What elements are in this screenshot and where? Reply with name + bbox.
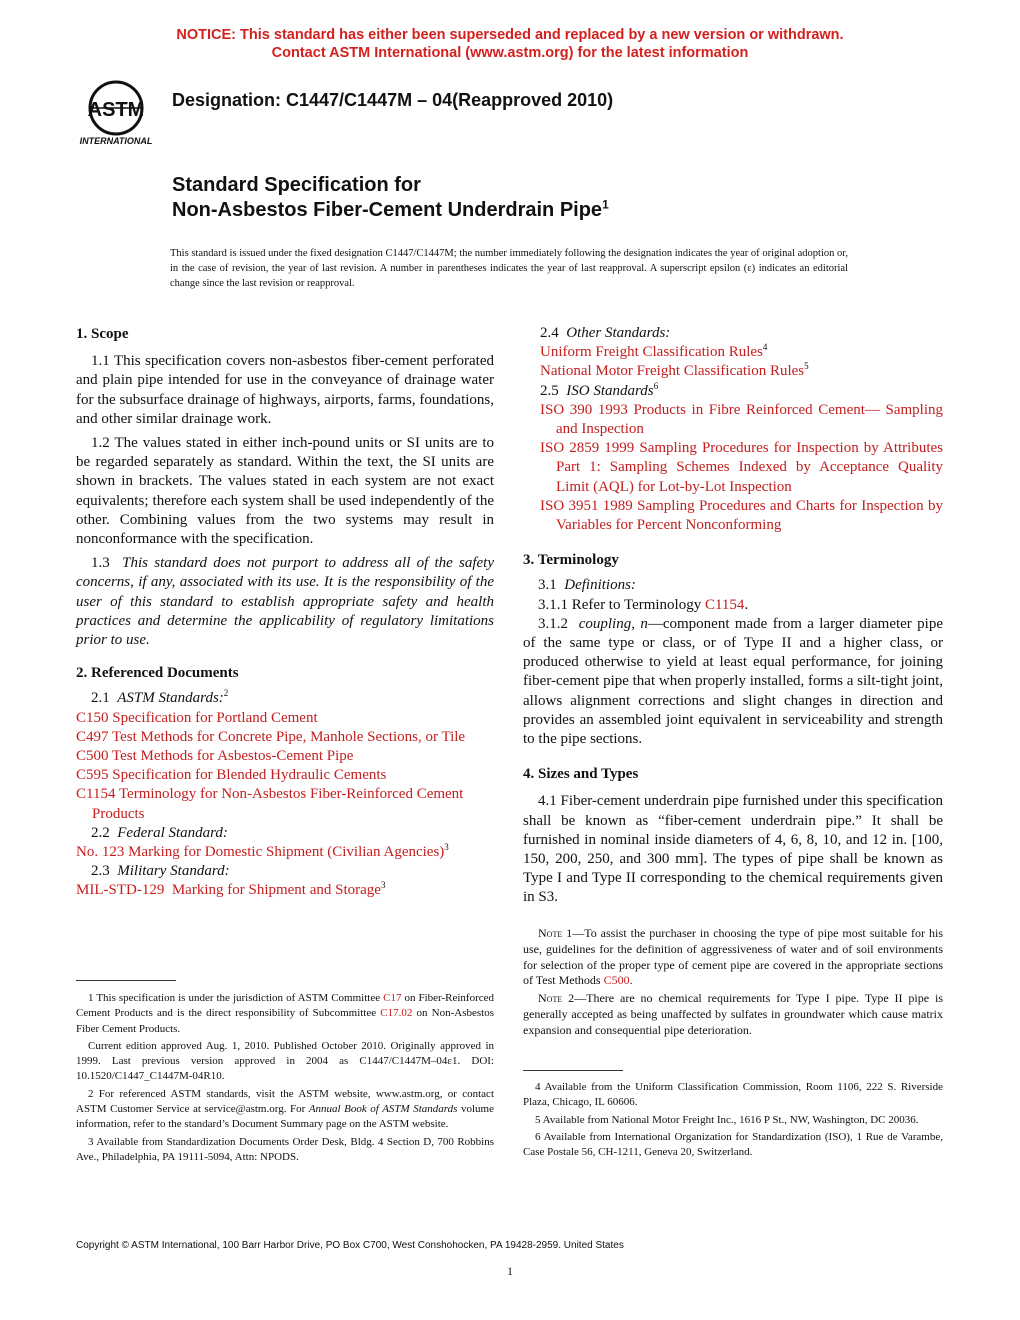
ref-c595[interactable]: C595 Specification for Blended Hydraulic Cements xyxy=(76,767,387,784)
para-2-3: 2.3 Military Standard: xyxy=(91,863,230,880)
title-text: Non-Asbestos Fiber-Cement Underdrain Pipe xyxy=(172,199,603,221)
footnote-rule-right xyxy=(523,1070,623,1071)
link-c500[interactable]: C500 xyxy=(603,973,630,988)
note-1: Note 1—To assist the purchaser in choosing the type of pipe most suitable for his use, guidelines for the definition of aggressiveness of water and of soil environments for selection of the proper type of cement pipe are covered in the appropriate sections of Test Methods C500. xyxy=(523,926,943,988)
logo-subtext: INTERNATIONAL xyxy=(79,136,153,146)
para-2-5: 2.5 ISO Standards$^6$ xyxy=(540,380,659,399)
astm-logo-icon xyxy=(70,78,162,148)
para-1-2: 1.2 The values stated in either inch-pound units or SI units are to be regarded separately as standard. Within the text, the SI units are shown in brackets. The values stated in each system are not exact equivalents; therefore each system shall be used independently of the other. Combining values from the two systems may result in nonconformance with the specification. xyxy=(76,435,494,548)
para-3-1-1: 3.1.1 Refer to Terminology C1154. xyxy=(538,596,749,613)
right-column xyxy=(523,324,943,908)
footnote-2: 2 For referenced ASTM standards, visit the ASTM website, www.astm.org, or contact ASTM Customer Service at service@astm.org. For Annual Book of ASTM Standards volume information, refer to the standard’s Document Summary page on the ASTM website. xyxy=(76,1087,494,1131)
para-2-1: 2.1 ASTM Standards:$^2$ xyxy=(91,688,229,707)
footnote-rule-left xyxy=(76,980,176,981)
title-footnote-mark: 1 xyxy=(602,197,609,212)
page-number: 1 xyxy=(507,1264,513,1278)
logo-letters: ASTM xyxy=(87,99,145,121)
note-2: Note 2—There are no chemical requirements for Type I pipe. Type II pipe is generally accepted as being unaffected by sulfates in groundwater which cause matrix expansion and consequential pipe deterioration. xyxy=(523,991,943,1037)
ref-national-motor-freight[interactable]: National Motor Freight Classification Rules$^5$ xyxy=(540,361,809,380)
para-2-4: 2.4 Other Standards: xyxy=(540,325,671,341)
footnote-1: 1 This specification is under the jurisdiction of ASTM Committee C17 on Fiber-Reinforced Cement Products and is the direct responsibility of Subcommittee C17.02 on Non-Asbestos Fiber Cement Products. xyxy=(76,992,495,1035)
para-1-1: 1.1 This specification covers non-asbestos fiber-cement perforated and plain pipe intended for use in the conveyance of drainage water for the subsurface drainage of highways, airports, farms, foundations, and other similar drainage work. xyxy=(76,353,494,427)
para-3-1-2: 3.1.2 coupling, n—component made from a larger diameter pipe of the same type or class, or of Type II and a higher class, or produced otherwise to yield at least equal performance, for joining fiber-cement pipe that when properly installed, forms a silt-tight joint, allows alignment corrections and slight changes in direction and provides an assembled joint equivalent in serviceability and strength to the pipe sections. xyxy=(523,615,944,748)
designation: Designation: C1447/C1447M – 04(Reapproved 2010) xyxy=(172,90,614,110)
ref-c500[interactable]: C500 Test Methods for Asbestos-Cement Pipe xyxy=(76,748,354,765)
footnote-4: 4 Available from the Uniform Classification Commission, Room 1106, 222 S. Riverside Plaza, Chicago, IL 60606. xyxy=(523,1081,943,1109)
title-line-1: Standard Specification for xyxy=(172,174,421,196)
ref-uniform-freight[interactable]: Uniform Freight Classification Rules$^4$ xyxy=(540,342,768,361)
footnotes-right xyxy=(523,1080,943,1160)
section-2-heading: 2. Referenced Documents xyxy=(76,665,239,682)
withdrawal-notice xyxy=(0,26,1020,62)
section-3-heading: 3. Terminology xyxy=(523,552,619,569)
link-c1154[interactable]: C1154 xyxy=(704,596,745,613)
ref-c497[interactable]: C497 Test Methods for Concrete Pipe, Manhole Sections, or Tile xyxy=(76,728,466,745)
para-3-1: 3.1 Definitions: xyxy=(538,577,636,594)
ref-iso-2859[interactable]: ISO 2859 1999 Sampling Procedures for Inspection by Attributes Part 1: Sampling Schemes Indexed by Acceptance Quality Limit (AQL) for Lot-by-Lot Inspection xyxy=(540,440,944,495)
para-1-3: 1.3 This standard does not purport to address all of the safety concerns, if any, associated with its use. It is the responsibility of the user of this standard to establish appropriate safety and health practices and determine the applicability of regulatory limitations prior to use. xyxy=(76,555,495,649)
ref-iso-3951[interactable]: ISO 3951 1989 Sampling Procedures and Charts for Inspection by Variables for Percent Nonconforming xyxy=(540,497,943,534)
section-1-heading: 1. Scope xyxy=(76,326,129,342)
para-2-2: 2.2 Federal Standard: xyxy=(91,824,228,841)
notice-line-2: Contact ASTM International (www.astm.org) for the latest information xyxy=(271,45,749,61)
ref-c1154[interactable]: C1154 Terminology for Non-Asbestos Fiber-Reinforced Cement Products xyxy=(76,786,464,822)
notice-line-1: NOTICE: This standard has either been superseded and replaced by a new version or withdrawn. xyxy=(176,27,844,43)
notes xyxy=(523,926,943,1039)
left-column xyxy=(76,325,494,901)
intro-paragraph: This standard is issued under the fixed designation C1447/C1447M; the number immediately following the designation indicates the year of original adoption or, in the case of revision, the year of last revision. A number in parentheses indicates the year of last reapproval. A superscript epsilon (ε) indicates an editorial change since the last revision or reapproval. xyxy=(170,248,848,289)
ref-military[interactable]: MIL-STD-129 Marking for Shipment and Storage$^3$ xyxy=(76,880,386,899)
section-4-heading: 4. Sizes and Types xyxy=(523,766,639,783)
para-4-1: 4.1 Fiber-cement underdrain pipe furnished under this specification shall be known as “fiber-cement underdrain pipe.” It shall be furnished in nominal inside diameters of 4, 6, 8, 10, and 12 in. [100, 150, 200, 250, and 300 mm]. The types of pipe shall be known as Type I and Type II corresponding to the chemical requirements given in S3. xyxy=(523,793,943,906)
footnote-1-edition: Current edition approved Aug. 1, 2010. Published October 2010. Originally approved in 1999. Last previous version approved in 2004 as C1447/C1447M–04ε1. DOI: 10.1520/C1447_C1447M-04R10. xyxy=(76,1039,494,1083)
copyright: Copyright © ASTM International, 100 Barr Harbor Drive, PO Box C700, West Conshohocken, PA 19428-2959. United States xyxy=(76,1240,624,1251)
footnote-6: 6 Available from International Organization for Standardization (ISO), 1 Rue de Varambe, Case Postale 56, CH-1211, Geneva 20, Switzerland. xyxy=(523,1130,943,1159)
ref-c150[interactable]: C150 Specification for Portland Cement xyxy=(76,709,318,726)
footnote-5: 5 Available from National Motor Freight Inc., 1616 P St., NW, Washington, DC 20036. xyxy=(535,1113,919,1126)
ref-federal[interactable]: No. 123 Marking for Domestic Shipment (Civilian Agencies)$^3$ xyxy=(76,842,449,861)
footnotes-left xyxy=(76,991,494,1165)
ref-iso-390[interactable]: ISO 390 1993 Products in Fibre Reinforced Cement— Sampling and Inspection xyxy=(540,401,944,438)
title-line-2 xyxy=(172,199,609,222)
footnote-3: 3 Available from Standardization Documents Order Desk, Bldg. 4 Section D, 700 Robbins Ave., Philadelphia, PA 19111-5094, Attn: NPODS. xyxy=(76,1135,494,1163)
